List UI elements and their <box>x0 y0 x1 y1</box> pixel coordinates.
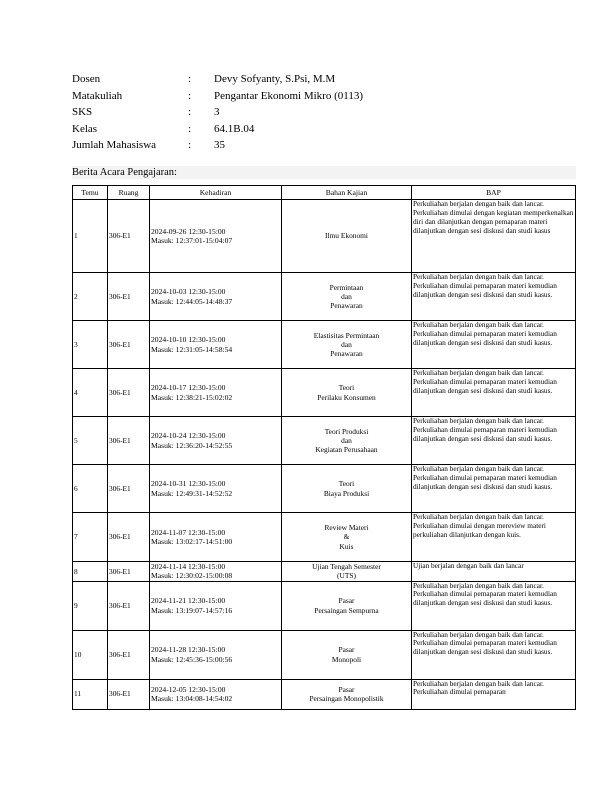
attendance-time: Masuk: 12:45:36-15:00:56 <box>151 654 233 664</box>
topic-line: Pasar <box>338 645 355 655</box>
topic-line: Permintaan <box>329 282 364 292</box>
info-value: 3 <box>214 106 220 119</box>
cell-ruang: 306-E1 <box>108 581 150 630</box>
cell-kehadiran <box>150 465 282 513</box>
table-row <box>73 321 576 369</box>
schedule-time: 2024-10-24 12:30-15:00 <box>151 431 226 441</box>
cell-bahan-kajian <box>282 369 412 417</box>
cell-temu: 8 <box>73 562 108 582</box>
attendance-time: Masuk: 12:38:21-15:02:02 <box>151 392 233 402</box>
cell-temu: 6 <box>73 465 108 513</box>
cell-bahan-kajian <box>282 417 412 465</box>
info-label: Kelas <box>72 122 98 135</box>
cell-kehadiran <box>150 581 282 630</box>
table-row <box>73 562 576 582</box>
cell-bap: Perkuliahan berjalan dengan baik dan lancar. Perkuliahan dimulai dengan kegiatan memperkenalkan diri dan dilanjutkan dengan pemaparan materi dilanjutkan dengan sesi diskusi dan studi kasus <box>412 200 576 273</box>
info-row <box>72 121 363 138</box>
cell-temu: 5 <box>73 417 108 465</box>
cell-bap: Perkuliahan berjalan dengan baik dan lancar. Perkuliahan dimulai pemaparan <box>412 679 576 709</box>
cell-bap: Perkuliahan berjalan dengan baik dan lancar. Perkuliahan dimulai pemaparan materi kemudian dilanjutkan dengan sesi diskusi dan studi kasus. <box>412 321 576 369</box>
topic-line: & <box>343 532 350 542</box>
cell-ruang: 306-E1 <box>108 630 150 679</box>
cell-bap: Perkuliahan berjalan dengan baik dan lancar. Perkuliahan dimulai pemaparan materi kemudian dilanjutkan dengan sesi diskusi dan studi kasus. <box>412 273 576 321</box>
cell-bap: Ujian berjalan dengan baik dan lancar <box>412 562 576 582</box>
bap-table <box>72 185 576 710</box>
schedule-time: 2024-10-31 12:30-15:00 <box>151 479 226 489</box>
cell-bahan-kajian <box>282 562 412 582</box>
topic-line: Penawaran <box>330 349 363 359</box>
info-colon: : <box>188 106 192 119</box>
header-temu: Temu <box>73 186 108 200</box>
info-value: 64.1B.04 <box>214 122 255 135</box>
course-info <box>72 71 363 154</box>
info-colon: : <box>188 139 192 152</box>
cell-bahan-kajian <box>282 630 412 679</box>
topic-line: Ilmu Ekonomi <box>325 231 368 241</box>
cell-kehadiran <box>150 369 282 417</box>
schedule-time: 2024-09-26 12:30-15:00 <box>151 226 226 236</box>
info-value: 35 <box>214 139 225 152</box>
attendance-time: Masuk: 12:36:20-14:52:55 <box>151 440 233 450</box>
cell-temu: 9 <box>73 581 108 630</box>
cell-kehadiran <box>150 321 282 369</box>
info-colon: : <box>188 89 192 102</box>
info-row <box>72 137 363 154</box>
table-row <box>73 417 576 465</box>
header-ruang: Ruang <box>108 186 150 200</box>
attendance-time: Masuk: 12:49:31-14:52:52 <box>151 488 233 498</box>
cell-bahan-kajian <box>282 465 412 513</box>
info-label: Dosen <box>72 73 101 86</box>
cell-bahan-kajian <box>282 273 412 321</box>
table-row <box>73 273 576 321</box>
cell-ruang: 306-E1 <box>108 200 150 273</box>
cell-bap: Perkuliahan berjalan dengan baik dan lancar. Perkuliahan dimulai dengan mereview materi perkuliahan dilanjutkan dengan kuis. <box>412 513 576 562</box>
attendance-time: Masuk: 13:19:07-14:57:16 <box>151 605 233 615</box>
cell-ruang: 306-E1 <box>108 417 150 465</box>
attendance-time: Masuk: 12:37:01-15:04:07 <box>151 236 233 245</box>
cell-ruang: 306-E1 <box>108 321 150 369</box>
table-header-row <box>73 186 576 200</box>
cell-temu: 3 <box>73 321 108 369</box>
attendance-time: Masuk: 13:04:08-14:54:02 <box>151 694 233 703</box>
topic-line: Persaingan Monopolistik <box>309 694 384 703</box>
cell-ruang: 306-E1 <box>108 369 150 417</box>
cell-bap: Perkuliahan berjalan dengan baik dan lancar. Perkuliahan dimulai pemaparan materi kemudian dilanjutkan dengan sesi diskusi dan studi kasus. <box>412 465 576 513</box>
cell-ruang: 306-E1 <box>108 513 150 562</box>
info-row <box>72 71 363 88</box>
topic-line: (UTS) <box>337 571 356 581</box>
cell-kehadiran <box>150 200 282 273</box>
info-row <box>72 104 363 121</box>
topic-line: dan <box>341 435 352 445</box>
cell-bap: Perkuliahan berjalan dengan baik dan lancar. Perkuliahan dimulai pemaparan materi kemudian dilanjutkan dengan sesi diskusi dan studi kasus. <box>412 417 576 465</box>
info-label: Jumlah Mahasiswa <box>72 139 157 152</box>
cell-kehadiran <box>150 513 282 562</box>
schedule-time: 2024-12-05 12:30-15:00 <box>151 684 226 694</box>
topic-line: Review Materi <box>324 523 369 533</box>
topic-line: Elastisitas Permintaan <box>313 330 380 340</box>
cell-bahan-kajian <box>282 679 412 709</box>
cell-ruang: 306-E1 <box>108 679 150 709</box>
cell-bap: Perkuliahan berjalan dengan baik dan lancar. Perkuliahan dimulai pemaparan materi kemudian dilanjutkan dengan sesi diskusi dan studi kasus. <box>412 630 576 679</box>
cell-temu: 4 <box>73 369 108 417</box>
info-value: Pengantar Ekonomi Mikro (0113) <box>214 89 363 102</box>
table-row <box>73 630 576 679</box>
topic-line: Ujian Tengah Semester <box>312 562 381 572</box>
topic-line: Perilaku Konsumen <box>317 392 376 402</box>
info-row <box>72 88 363 105</box>
table-row <box>73 581 576 630</box>
info-label: Matakuliah <box>72 89 123 102</box>
cell-ruang: 306-E1 <box>108 562 150 582</box>
info-colon: : <box>188 122 192 135</box>
cell-bap: Perkuliahan berjalan dengan baik dan lancar. Perkuliahan dimulai pemaparan materi kemudian dilanjutkan dengan sesi diskusi dan studi kasus. <box>412 369 576 417</box>
header-bahan-kajian: Bahan Kajian <box>282 186 412 200</box>
table-row <box>73 513 576 562</box>
topic-line: Penawaran <box>330 301 363 311</box>
schedule-time: 2024-10-03 12:30-15:00 <box>151 287 226 297</box>
attendance-time: Masuk: 13:02:17-14:51:00 <box>151 537 233 546</box>
schedule-time: 2024-10-10 12:30-15:00 <box>151 335 226 345</box>
attendance-time: Masuk: 12:31:05-14:58:54 <box>151 344 233 354</box>
cell-bahan-kajian <box>282 321 412 369</box>
schedule-time: 2024-11-07 12:30-15:00 <box>151 527 226 537</box>
cell-kehadiran <box>150 273 282 321</box>
topic-line: Kuis <box>339 541 354 551</box>
cell-ruang: 306-E1 <box>108 273 150 321</box>
topic-line: Teori <box>338 479 355 489</box>
cell-kehadiran <box>150 417 282 465</box>
header-bap: BAP <box>412 186 576 200</box>
topic-line: Kegiatan Perusahaan <box>315 445 378 455</box>
info-colon: : <box>188 73 192 86</box>
cell-temu: 2 <box>73 273 108 321</box>
topic-line: Biaya Produksi <box>323 488 370 498</box>
table-row <box>73 679 576 709</box>
topic-line: Teori <box>338 383 355 393</box>
cell-temu: 11 <box>73 679 108 709</box>
attendance-time: Masuk: 12:44:05-14:48:37 <box>151 296 233 306</box>
schedule-time: 2024-11-14 12:30-15:00 <box>151 562 226 571</box>
schedule-time: 2024-11-21 12:30-15:00 <box>151 596 226 606</box>
topic-line: Monopoli <box>331 654 362 664</box>
table-row <box>73 465 576 513</box>
topic-line: Persaingan Sempurna <box>314 605 379 615</box>
info-label: SKS <box>72 106 93 119</box>
cell-temu: 7 <box>73 513 108 562</box>
info-value: Devy Sofyanty, S.Psi, M.M <box>214 73 336 86</box>
cell-bap: Perkuliahan berjalan dengan baik dan lancar. Perkuliahan dimulai pemaparan materi kemudian dilanjutkan dengan sesi diskusi dan studi kasus. <box>412 581 576 630</box>
cell-bahan-kajian <box>282 200 412 273</box>
topic-line: dan <box>341 339 352 349</box>
schedule-time: 2024-11-28 12:30-15:00 <box>151 645 226 655</box>
cell-ruang: 306-E1 <box>108 465 150 513</box>
topic-line: dan <box>341 291 352 301</box>
cell-kehadiran <box>150 562 282 582</box>
cell-temu: 10 <box>73 630 108 679</box>
attendance-time: Masuk: 12:30:02-15:00:08 <box>151 571 233 581</box>
cell-bahan-kajian <box>282 513 412 562</box>
topic-line: Pasar <box>338 596 355 606</box>
section-title: Berita Acara Pengajaran: <box>72 166 576 179</box>
table-row <box>73 369 576 417</box>
topic-line: Teori Produksi <box>324 426 369 436</box>
header-kehadiran: Kehadiran <box>150 186 282 200</box>
table-row <box>73 200 576 273</box>
cell-kehadiran <box>150 679 282 709</box>
cell-kehadiran <box>150 630 282 679</box>
cell-bahan-kajian <box>282 581 412 630</box>
schedule-time: 2024-10-17 12:30-15:00 <box>151 383 226 393</box>
cell-temu: 1 <box>73 200 108 273</box>
topic-line: Pasar <box>338 684 355 694</box>
